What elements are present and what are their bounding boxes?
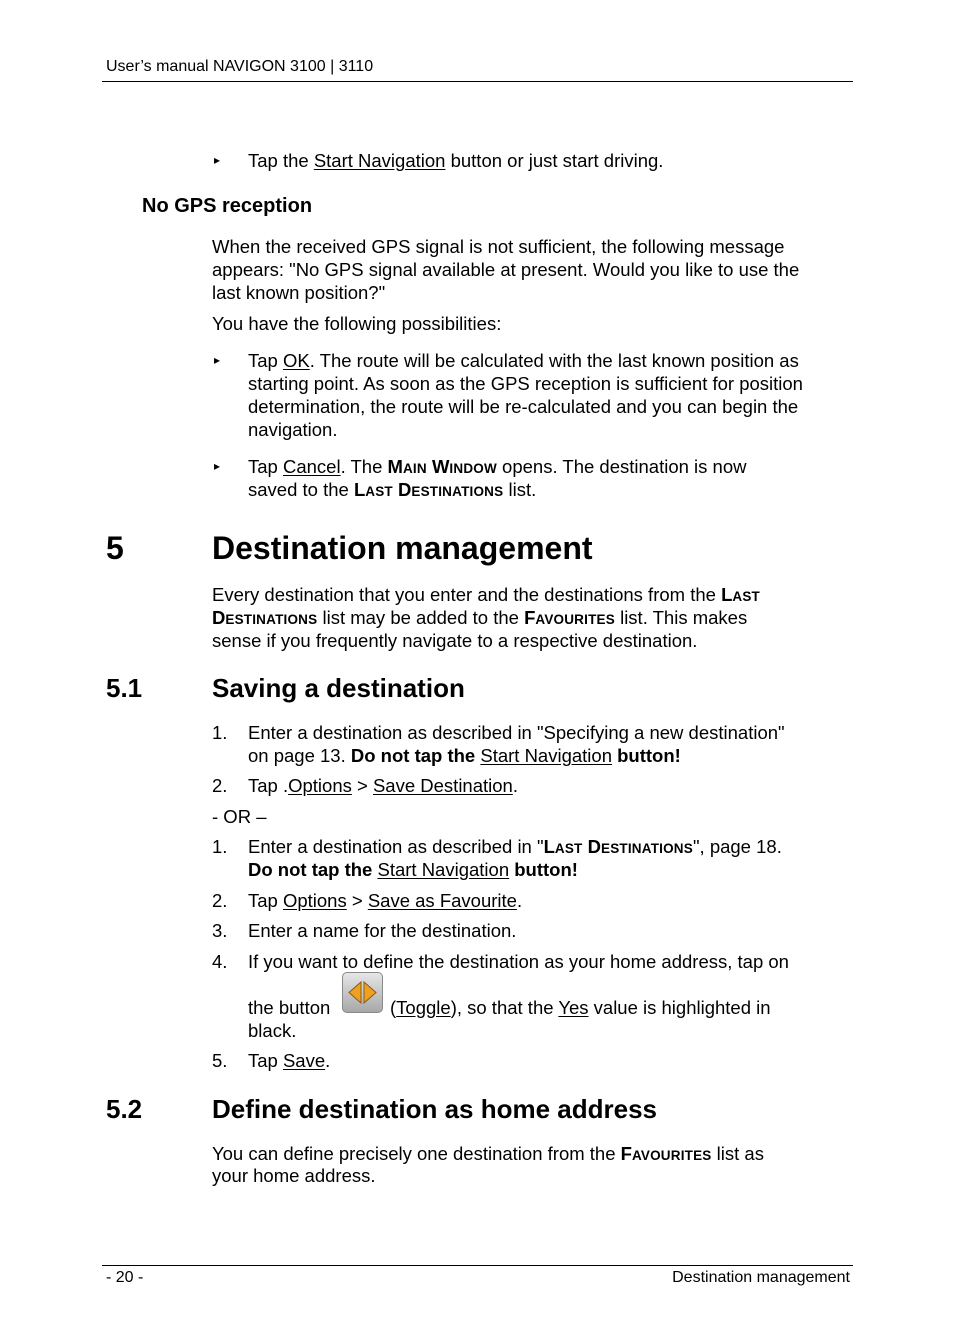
save-destination-link[interactable]: Save Destination bbox=[372, 775, 513, 796]
step-4b-line2-pre: the button bbox=[248, 997, 331, 1018]
chapter-intro-line3: sense if you frequently navigate to a respective destination. bbox=[212, 630, 698, 651]
step-1a-line2: on page 13. Do not tap the Start Navigation button! bbox=[248, 745, 681, 766]
ok-bullet-line2: starting point. As soon as the GPS reception is sufficient for position bbox=[248, 373, 803, 394]
step-number: 1. bbox=[212, 836, 228, 857]
section-5-2-title: Define destination as home address bbox=[212, 1094, 658, 1124]
step-1b-line2: Do not tap the Start Navigation button! bbox=[248, 859, 578, 880]
ok-bullet-line3: determination, the route will be re-calculated and you can begin the bbox=[248, 396, 799, 417]
step-3b: Enter a name for the destination. bbox=[248, 920, 517, 941]
step-2b: Tap Options > Save as Favourite. bbox=[248, 890, 523, 911]
toggle-button[interactable] bbox=[342, 972, 383, 1013]
last-destinations-label: LAST DESTINATIONS bbox=[353, 479, 504, 500]
step-4b-line3: black. bbox=[248, 1020, 297, 1041]
section-5-2-line1: You can define precisely one destination from the FAVOURITES list as bbox=[212, 1143, 764, 1164]
step-number: 2. bbox=[212, 775, 228, 796]
step-2a: Tap .Options > Save Destination. bbox=[248, 775, 518, 796]
save-as-favourite-link[interactable]: Save as Favourite bbox=[367, 890, 517, 911]
section-5-1-title: Saving a destination bbox=[212, 673, 465, 703]
running-header: User’s manual NAVIGON 3100 | 3110 bbox=[106, 58, 374, 75]
options-link[interactable]: Options bbox=[288, 775, 352, 796]
step-number: 2. bbox=[212, 890, 228, 911]
page-number: - 20 - bbox=[106, 1269, 144, 1286]
cancel-bullet-line2: saved to the LAST DESTINATIONS list. bbox=[248, 479, 537, 500]
no-gps-heading: No GPS reception bbox=[142, 195, 313, 217]
section-5-2-line2: your home address. bbox=[212, 1165, 376, 1186]
step-5b: Tap Save. bbox=[248, 1050, 331, 1071]
ok-link[interactable]: OK bbox=[282, 350, 310, 371]
toggle-arrows-icon bbox=[343, 973, 382, 1012]
or-separator: - OR – bbox=[212, 806, 267, 827]
step-number: 3. bbox=[212, 920, 228, 941]
step-number: 5. bbox=[212, 1050, 228, 1071]
running-footer: Destination management bbox=[672, 1269, 850, 1286]
chapter-intro-line2: DESTINATIONS list may be added to the FAVOURITES list. This makes bbox=[212, 607, 748, 628]
step-number: 1. bbox=[212, 722, 228, 743]
section-5-2-number: 5.2 bbox=[106, 1094, 143, 1124]
start-navigation-link[interactable]: Start Navigation bbox=[480, 745, 612, 766]
toggle-link[interactable]: Toggle bbox=[396, 997, 451, 1018]
bullet-triangle-icon: ▸ bbox=[214, 153, 221, 167]
step-1a-line1: Enter a destination as described in "Specifying a new destination" bbox=[248, 722, 785, 743]
intro-bullet-text: Tap the Start Navigation button or just start driving. bbox=[248, 150, 664, 171]
bullet-triangle-icon: ▸ bbox=[214, 353, 221, 367]
step-1b-line1: Enter a destination as described in "LAST DESTINATIONS", page 18. bbox=[248, 836, 782, 857]
save-link[interactable]: Save bbox=[282, 1050, 326, 1071]
step-4b-line2-post: (Toggle), so that the Yes value is highlighted in bbox=[390, 997, 771, 1018]
bullet-triangle-icon: ▸ bbox=[214, 459, 221, 473]
no-gps-para2: You have the following possibilities: bbox=[212, 313, 502, 334]
ok-bullet-line4: navigation. bbox=[248, 419, 338, 440]
chapter-number: 5 bbox=[106, 530, 124, 566]
no-gps-para1-line2: appears: "No GPS signal available at present. Would you like to use the bbox=[212, 259, 800, 280]
ok-bullet-line1: Tap OK. The route will be calculated with the last known position as bbox=[248, 350, 799, 371]
footer-rule bbox=[102, 1265, 853, 1266]
chapter-intro-line1: Every destination that you enter and the destinations from the LAST bbox=[212, 584, 760, 605]
header-rule bbox=[102, 81, 853, 82]
cancel-link[interactable]: Cancel bbox=[282, 456, 341, 477]
step-number: 4. bbox=[212, 951, 228, 972]
options-link[interactable]: Options bbox=[282, 890, 347, 911]
section-5-1-number: 5.1 bbox=[106, 673, 143, 703]
chapter-title: Destination management bbox=[212, 530, 593, 566]
step-4b-line1: If you want to define the destination as your home address, tap on bbox=[248, 951, 789, 972]
start-navigation-link[interactable]: Start Navigation bbox=[313, 150, 446, 171]
main-window-label: MAIN WINDOW bbox=[387, 456, 497, 477]
start-navigation-link[interactable]: Start Navigation bbox=[377, 859, 510, 880]
no-gps-para1-line1: When the received GPS signal is not sufficient, the following message bbox=[212, 236, 785, 257]
yes-value-link[interactable]: Yes bbox=[558, 997, 589, 1018]
no-gps-para1-line3: last known position?" bbox=[212, 282, 386, 303]
cancel-bullet-line1: Tap Cancel. The MAIN WINDOW opens. The destination is now bbox=[248, 456, 747, 477]
